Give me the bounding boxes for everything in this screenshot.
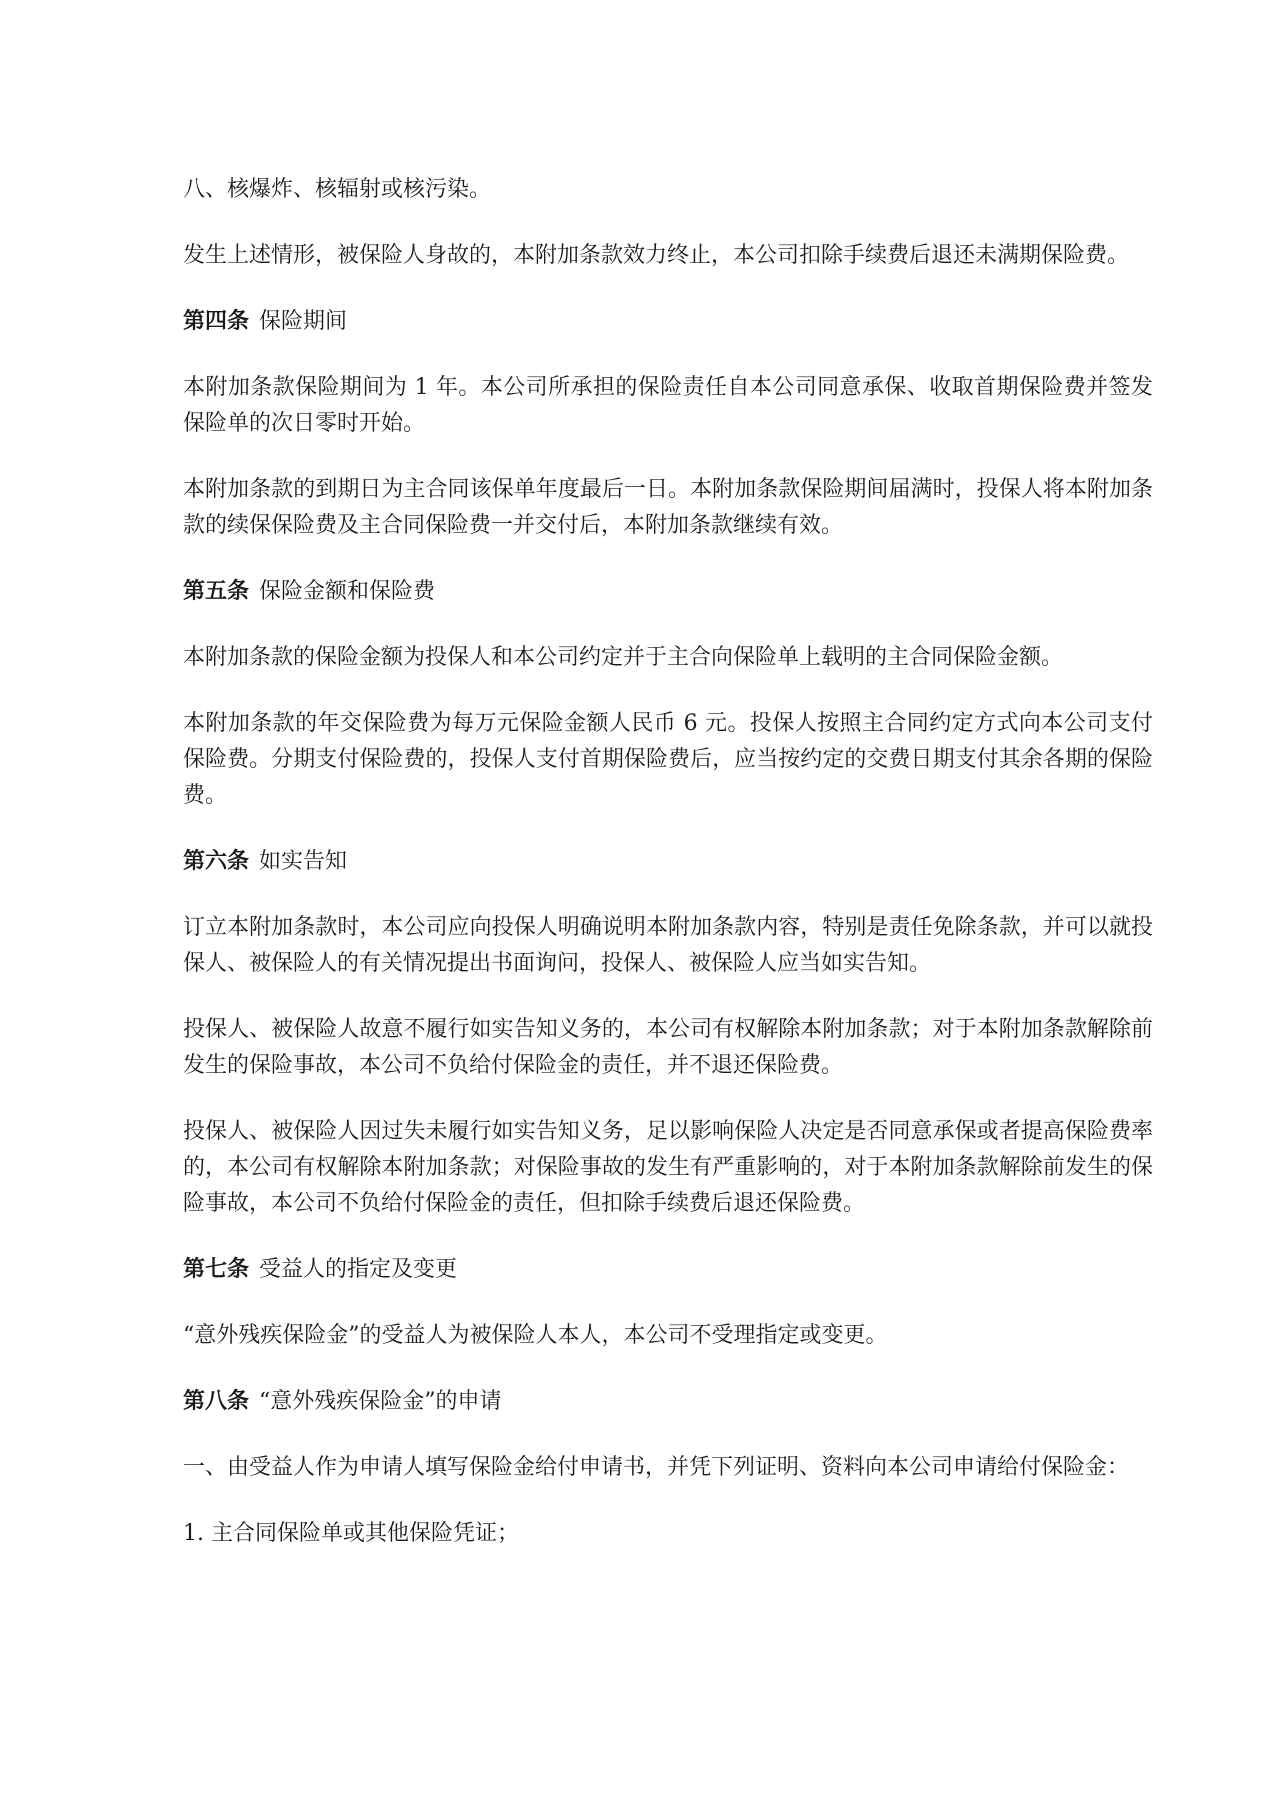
article-heading [183, 844, 1153, 880]
paragraph: 本附加条款的保险金额为投保人和本公司约定并于主合向保险单上载明的主合同保险金额。 [183, 645, 1064, 670]
article-heading [183, 574, 1153, 610]
paragraph: 本附加条款保险期间为 1 年。本公司所承担的保险责任自本公司同意承保、收取首期保险费并签发保险单的次日零时开始。 [183, 375, 1153, 436]
article-number: 第八条 [183, 1389, 250, 1414]
paragraph: 1. 主合同保险单或其他保险凭证； [183, 1521, 519, 1546]
paragraph: 投保人、被保险人因过失未履行如实告知义务，足以影响保险人决定是否同意承保或者提高保险费率的，本公司有权解除本附加条款；对保险事故的发生有严重影响的，对于本附加条款解除前发生的保险事故，本公司不负给付保险金的责任，但扣除手续费后退还保险费。 [183, 1119, 1153, 1216]
article-number: 第七条 [183, 1257, 250, 1282]
article-title: 如实告知 [259, 849, 348, 874]
article-title: 保险期间 [259, 309, 348, 334]
paragraph: 一、由受益人作为申请人填写保险金给付申请书，并凭下列证明、资料向本公司申请给付保险金： [183, 1455, 1130, 1480]
article-title: 保险金额和保险费 [259, 579, 436, 604]
article-title: 受益人的指定及变更 [259, 1257, 458, 1282]
paragraph: 投保人、被保险人故意不履行如实告知义务的，本公司有权解除本附加条款；对于本附加条款解除前发生的保险事故，本公司不负给付保险金的责任，并不退还保险费。 [183, 1017, 1153, 1078]
paragraph: 八、核爆炸、核辐射或核污染。 [183, 177, 492, 202]
paragraph: 本附加条款的年交保险费为每万元保险金额人民币 6 元。投保人按照主合同约定方式向本公司支付保险费。分期支付保险费的，投保人支付首期保险费后，应当按约定的交费日期支付其余各期的保险费。 [183, 711, 1153, 808]
document-body [183, 172, 1153, 1582]
article-heading [183, 1252, 1153, 1288]
article-number: 第五条 [183, 579, 250, 604]
paragraph: 订立本附加条款时，本公司应向投保人明确说明本附加条款内容，特别是责任免除条款，并可以就投保人、被保险人的有关情况提出书面询问，投保人、被保险人应当如实告知。 [183, 915, 1153, 976]
paragraph: 发生上述情形，被保险人身故的，本附加条款效力终止，本公司扣除手续费后退还未满期保险费。 [183, 243, 1130, 268]
paragraph: 本附加条款的到期日为主合同该保单年度最后一日。本附加条款保险期间届满时，投保人将本附加条款的续保保险费及主合同保险费一并交付后，本附加条款继续有效。 [183, 477, 1153, 538]
article-heading [183, 1384, 1153, 1420]
article-title: “意外残疾保险金”的申请 [259, 1389, 502, 1414]
article-number: 第六条 [183, 849, 250, 874]
paragraph: “意外残疾保险金”的受益人为被保险人本人，本公司不受理指定或变更。 [183, 1323, 888, 1348]
article-number: 第四条 [183, 309, 250, 334]
article-heading [183, 304, 1153, 340]
